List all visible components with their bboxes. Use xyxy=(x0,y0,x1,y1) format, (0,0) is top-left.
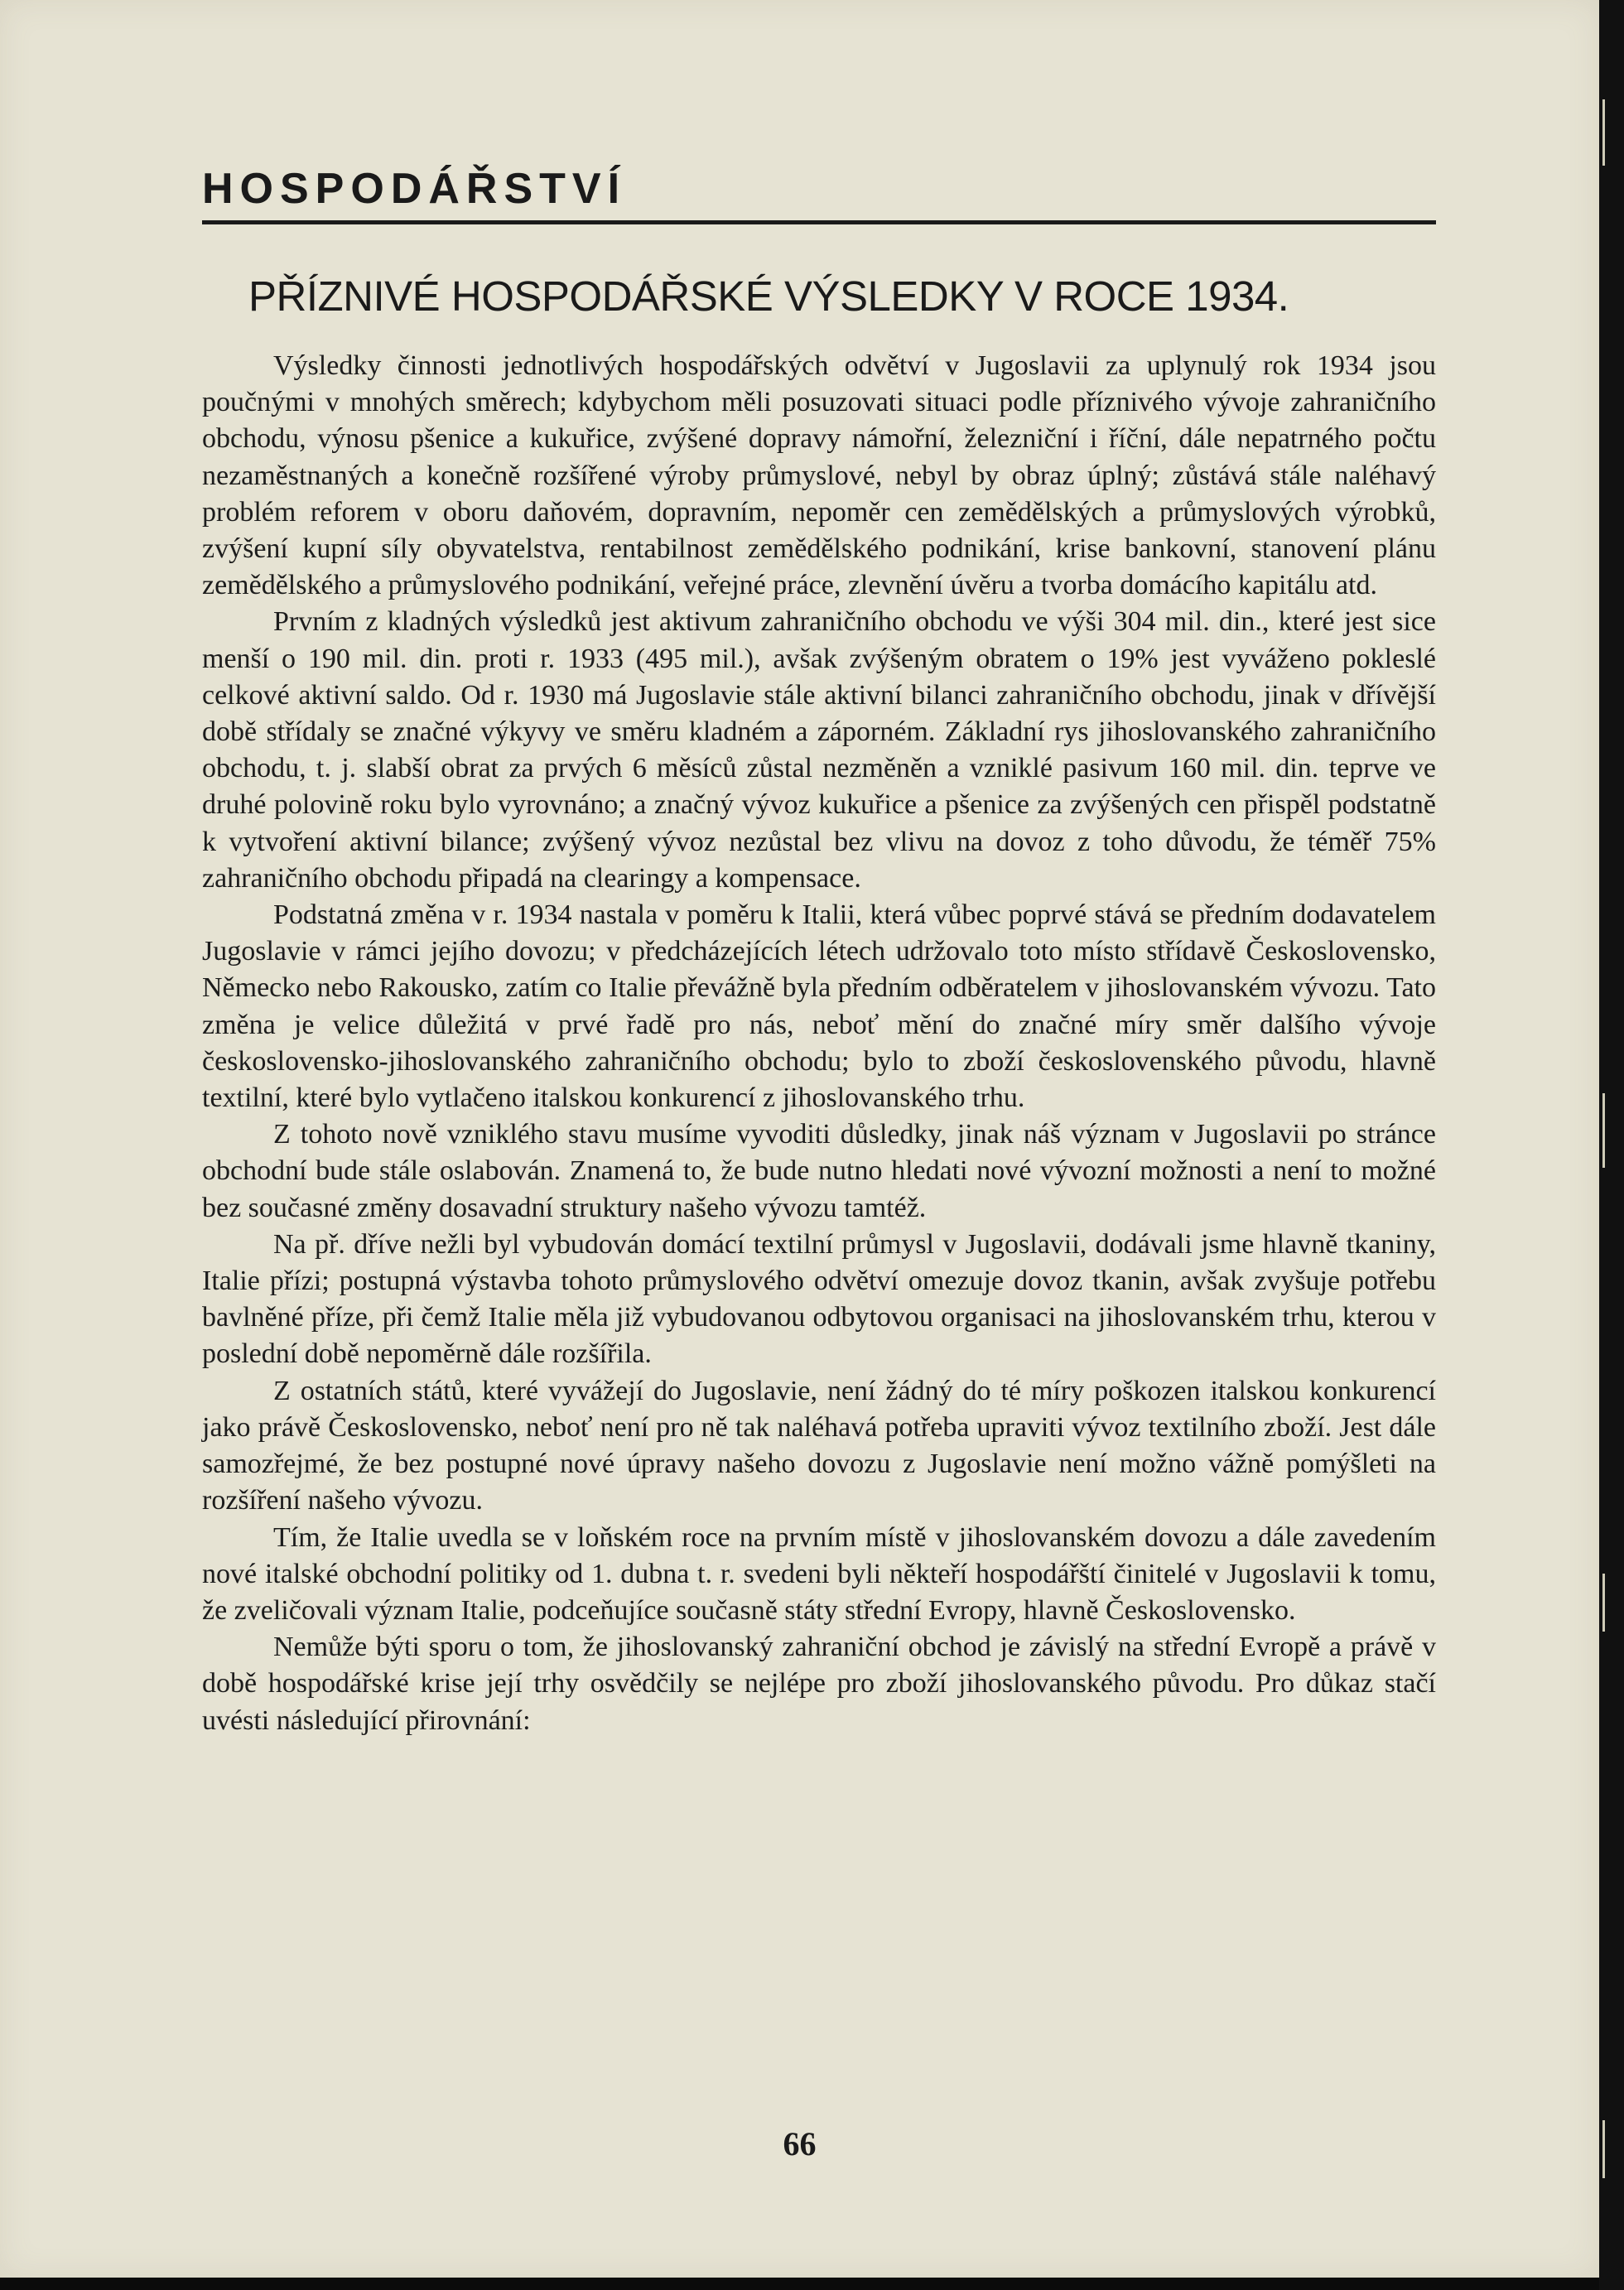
page-number: 66 xyxy=(783,2125,817,2162)
scan-edge xyxy=(1599,0,1624,2290)
article-title: PŘÍZNIVÉ HOSPODÁŘSKÉ VÝSLEDKY V ROCE 1934. xyxy=(248,272,1289,320)
section-header: HOSPODÁŘSTVÍ xyxy=(202,165,627,213)
paragraph-2: Prvním z kladných výsledků jest aktivum zahraničního obchodu ve výši 304 mil. din., které jest sice menší o 190 mil. din. proti r. 1933 (495 mil.), avšak zvýšeným obratem o 19% jest vyváženo pokleslé celkové aktivní saldo. Od r. 1930 má Jugoslavie stále aktivní bilanci zahraničního obchodu, jinak v dřívější době střídaly se značné výkyvy ve směru kladném a záporném. Základní rys jihoslovanského zahraničního obchodu, t. j. slabší obrat za prvých 6 měsíců zůstal nezměněn a vzniklé pasivum 160 mil. din. teprve ve druhé polovině roku bylo vyrovnáno; a značný vývoz kukuřice a pšenice za zvýšených cen přispěl podstatně k vytvoření aktivní bilance; zvýšený vývoz nezůstal bez vlivu na dovoz z toho důvodu, že téměř 75% zahraničního obchodu připadá na clearingy a kompensace. xyxy=(202,606,1436,894)
paragraph-7: Tím, že Italie uvedla se v loňském roce na prvním místě v jihoslovanském dovozu a dále zavedením nové italské obchodní politiky od 1. dubna t. r. svedeni byli někteří hospodářští činitelé v Jugoslavii k tomu, že zveličovali význam Italie, podceňujíce současně státy střední Evropy, hlavně Československo. xyxy=(202,1521,1436,1626)
edge-mark xyxy=(1602,2120,1605,2178)
edge-mark xyxy=(1602,1574,1605,1632)
edge-mark xyxy=(1602,99,1605,166)
header-rule xyxy=(202,220,1436,224)
paragraph-6: Z ostatních států, které vyvážejí do Jugoslavie, není žádný do té míry poškozen italskou konkurencí jako právě Československo, neboť není pro ně tak naléhavá potřeba upraviti vývoz textilního zboží. Jest dále samozřejmé, že bez postupné nové úpravy našeho dovozu z Jugoslavie není možno vážně pomýšleti na rozšíření našeho vývozu. xyxy=(202,1375,1436,1516)
paragraph-1: Výsledky činnosti jednotlivých hospodářských odvětví v Jugoslavii za uplynulý rok 1934 jsou poučnými v mnohých směrech; kdybychom měli posuzovati situaci podle příznivého vývoje zahraničního obchodu, výnosu pšenice a kukuřice, zvýšené dopravy námořní, železniční i říční, dále nepatrného počtu nezaměstnaných a konečně rozšířené výroby průmyslové, nebyl by obraz úplný; zůstává stále naléhavý problém reforem v oboru daňovém, dopravním, nepoměr cen zemědělských a průmyslových výrobků, zvýšení kupní síly obyvatelstva, rentabilnost zemědělského podnikání, krise bankovní, stanovení plánu zemědělského a průmyslového podnikání, veřejné práce, zlevnění úvěru a tvorba domácího kapitálu atd. xyxy=(202,350,1436,601)
edge-mark xyxy=(1602,1093,1605,1168)
article-body xyxy=(202,348,1436,1739)
paragraph-4: Z tohoto nově vzniklého stavu musíme vyvoditi důsledky, jinak náš význam v Jugoslavii po stránce obchodní bude stále oslabován. Znamená to, že bude nutno hledati nové vývozní možnosti a není to možné bez současné změny dosavadní struktury našeho vývozu tamtéž. xyxy=(202,1119,1436,1223)
paragraph-5: Na př. dříve nežli byl vybudován domácí textilní průmysl v Jugoslavii, dodávali jsme hlavně tkaniny, Italie přízi; postupná výstavba tohoto průmyslového odvětví omezuje dovoz tkanin, avšak zvyšuje potřebu bavlněné příze, při čemž Italie měla již vybudovanou odbytovou organisaci na jihoslovanském trhu, kterou v poslední době nepoměrně dále rozšířila. xyxy=(202,1228,1436,1370)
paragraph-3: Podstatná změna v r. 1934 nastala v poměru k Italii, která vůbec poprvé stává se předním dodavatelem Jugoslavie v rámci jejího dovozu; v předcházejících létech udržovalo toto místo střídavě Československo, Německo nebo Rakousko, zatím co Italie převážně byla předním odběratelem v jihoslovanském vývozu. Tato změna je velice důležitá v prvé řadě pro nás, neboť mění do značné míry směr dalšího vývoje československo-jihoslovanského zahraničního obchodu; bylo to zboží československého původu, hlavně textilní, které bylo vytlačeno italskou konkurencí z jihoslovanského trhu. xyxy=(202,899,1436,1114)
paragraph-8: Nemůže býti sporu o tom, že jihoslovanský zahraniční obchod je závislý na střední Evropě a právě v době hospodářské krise její trhy osvědčily se nejlépe pro zboží jihoslovanského původu. Pro důkaz stačí uvésti následující přirovnání: xyxy=(202,1632,1436,1736)
